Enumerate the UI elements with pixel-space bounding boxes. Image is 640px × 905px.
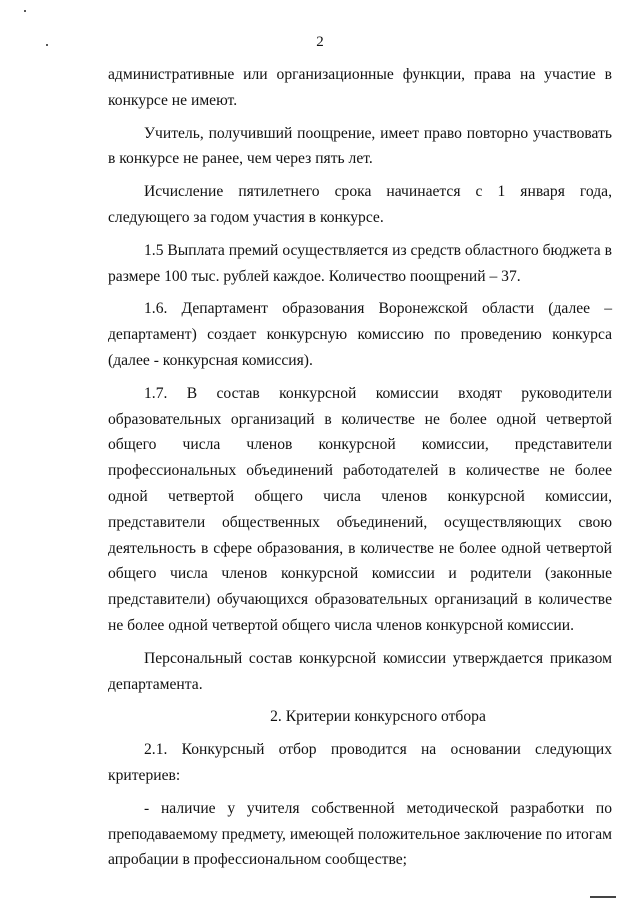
- scan-artifact: [24, 10, 26, 12]
- paragraph: 1.7. В состав конкурсной комиссии входят руководители образовательных организаций в количестве не более одной четвертой общего числа членов конкурсной комиссии, представители профессиональных объединений работодателей в количестве не более одной четвертой общего числа членов конкурсной комиссии, представители общественных объединений, осуществляющих свою деятельность в сфере образования, в количестве не более одной четвертой общего числа членов конкурсной комиссии и родители (законные представители) обучающихся образовательных организаций в количестве не более одной четвертой общего числа членов конкурсной комиссии.: [108, 384, 612, 634]
- paragraph: 1.6. Департамент образования Воронежской области (далее – департамент) создает конкурсную комиссию по проведению конкурса (далее - конкурсная комиссия).: [108, 300, 612, 369]
- paragraph: - наличие у учителя собственной методической разработки по преподаваемому предмету, имеющей положительное заключение по итогам апробации в профессиональном сообществе;: [108, 799, 612, 869]
- paragraph: Учитель, получивший поощрение, имеет право повторно участвовать в конкурсе не ранее, чем через пять лет.: [108, 124, 612, 168]
- section-heading: 2. Критерии конкурсного отбора: [270, 708, 486, 726]
- paragraph: 2.1. Конкурсный отбор проводится на основании следующих критериев:: [108, 741, 612, 784]
- scan-artifact: [590, 896, 616, 898]
- paragraph: 1.5 Выплата премий осуществляется из средств областного бюджета в размере 100 тыс. рублей каждое. Количество поощрений – 37.: [108, 241, 612, 285]
- paragraph: Персональный состав конкурсной комиссии утверждается приказом департамента.: [108, 649, 612, 693]
- paragraph: административные или организационные функции, права на участие в конкурсе не имеют.: [108, 66, 612, 109]
- page-number: 2: [316, 34, 324, 50]
- document-body: [108, 62, 612, 873]
- paragraph: Исчисление пятилетнего срока начинается с 1 января года, следующего за годом участия в конкурсе.: [108, 183, 612, 226]
